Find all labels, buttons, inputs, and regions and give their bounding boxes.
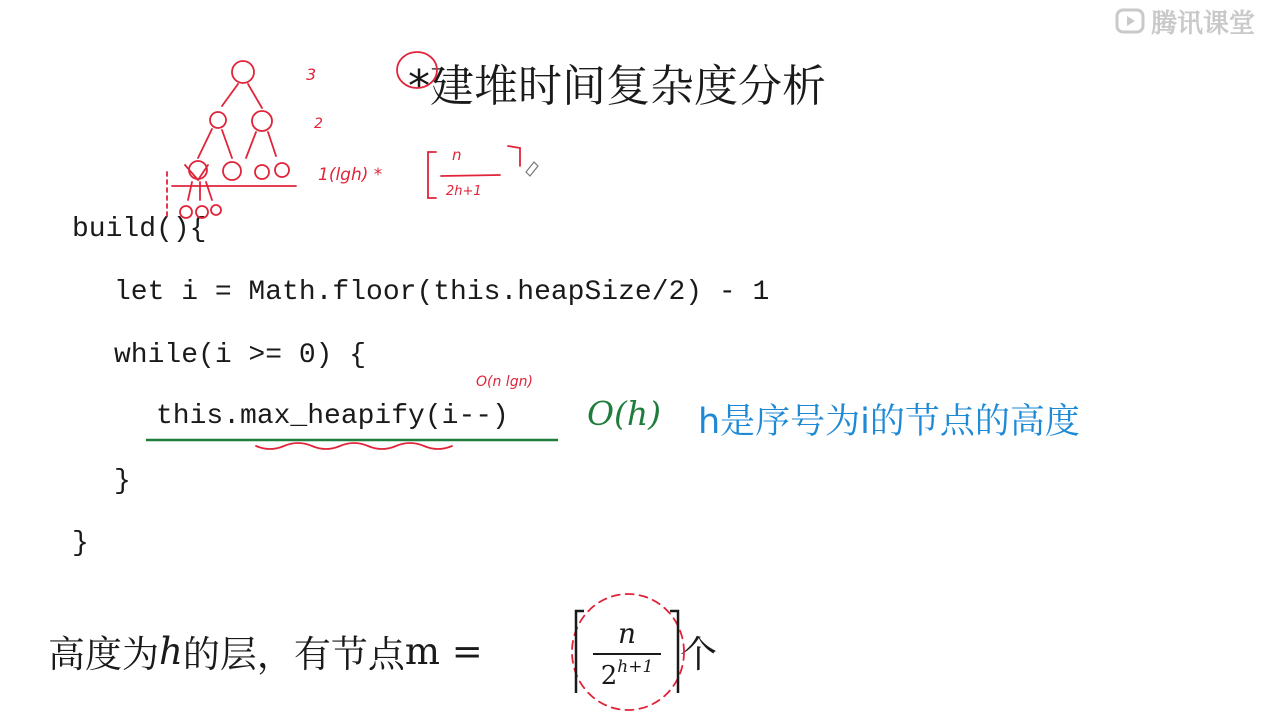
- code-line-6: }: [72, 528, 89, 559]
- ceil-bracket-right: [508, 146, 520, 166]
- formula-equals: =: [439, 629, 495, 673]
- ink-fraction-bar: [441, 175, 500, 176]
- wavy-underline: [256, 443, 452, 449]
- level-2-label: 2: [314, 116, 323, 132]
- pencil-cursor-icon: [526, 162, 538, 176]
- cost-annotation: 1(lgh) *: [318, 165, 383, 185]
- code-line-2: let i = Math.floor(this.heapSize/2) - 1: [114, 277, 770, 308]
- play-logo-icon: [1115, 6, 1145, 36]
- ceil-right-bracket: [670, 611, 678, 693]
- code-line-4: this.max_heapify(i--): [156, 401, 509, 432]
- formula-suffix: 个: [680, 633, 717, 676]
- ceil-bracket-left: [428, 152, 436, 198]
- height-note: h是序号为i的节点的高度: [698, 402, 1080, 442]
- level-3-label: 3: [306, 65, 317, 84]
- denominator-base: 2: [600, 661, 618, 691]
- page-title: *建堆时间复杂度分析: [408, 61, 826, 112]
- formula-prefix-b: 的层，有节点: [182, 633, 405, 676]
- level-node-formula: [48, 624, 494, 678]
- ink-fraction-den: 2h+1: [446, 184, 482, 199]
- fraction-bar: [593, 653, 661, 655]
- watermark-text: 腾讯课堂: [1150, 8, 1255, 39]
- big-o-annotation: O(n lgn): [476, 374, 533, 390]
- ink-fraction-num: n: [452, 146, 462, 164]
- formula-var-m: m: [404, 629, 440, 673]
- code-line-3: while(i >= 0) {: [114, 340, 367, 371]
- formula-prefix-a: 高度为: [48, 633, 159, 676]
- code-line-1: build(){: [72, 214, 207, 245]
- ceiling-fraction: [583, 617, 671, 689]
- fraction-denominator: [583, 657, 671, 691]
- code-line-5: }: [114, 466, 131, 497]
- tree-sketch: [167, 61, 296, 220]
- complexity-label: O(h): [587, 394, 662, 433]
- denominator-exponent: h+1: [617, 657, 654, 677]
- tencent-classroom-watermark: [1115, 6, 1255, 39]
- formula-var-h: h: [159, 629, 183, 673]
- fraction-numerator: n: [617, 617, 637, 650]
